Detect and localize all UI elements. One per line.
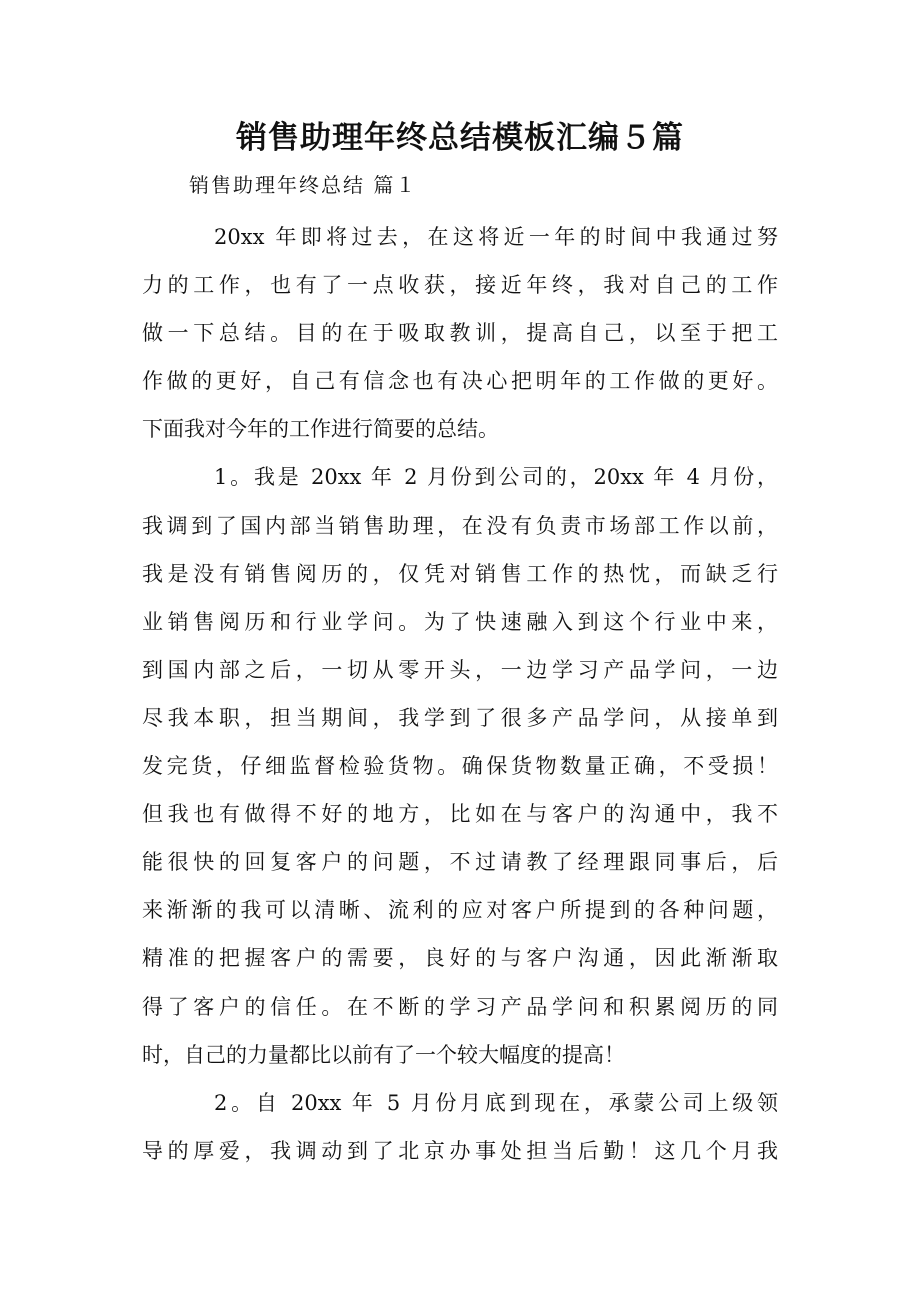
paragraph-line: 业销售阅历和行业学问。为了快速融入到这个行业中来，: [142, 609, 778, 634]
paragraph-line: 得了客户的信任。在不断的学习产品学问和积累阅历的同: [142, 994, 778, 1019]
document-title: 销售助理年终总结模板汇编５篇: [236, 120, 684, 156]
paragraph-line: 1。我是 20xx 年 2 月份到公司的，20xx 年 4 月份，: [214, 465, 778, 490]
paragraph-line: 作做的更好，自己有信念也有决心把明年的工作做的更好。: [142, 369, 778, 394]
paragraph-line: 来渐渐的我可以清晰、流利的应对客户所提到的各种问题，: [142, 898, 778, 923]
paragraph-line: 力的工作，也有了一点收获，接近年终，我对自己的工作: [142, 273, 778, 298]
paragraph-line: 我调到了国内部当销售助理，在没有负责市场部工作以前，: [142, 513, 778, 538]
paragraph-line: 尽我本职，担当期间，我学到了很多产品学问，从接单到: [142, 705, 778, 730]
section-heading: 销售助理年终总结 篇１: [189, 173, 418, 197]
paragraph-line: 精准的把握客户的需要，良好的与客户沟通，因此渐渐取: [142, 946, 778, 971]
paragraph-line: 下面我对今年的工作进行简要的总结。: [142, 417, 499, 442]
paragraph-line: 能很快的回复客户的问题，不过请教了经理跟同事后，后: [142, 850, 778, 875]
paragraph-line: 我是没有销售阅历的，仅凭对销售工作的热忱，而缺乏行: [142, 561, 778, 586]
paragraph-line: 发完货，仔细监督检验货物。确保货物数量正确，不受损！: [142, 754, 778, 779]
body-text: [142, 213, 778, 1175]
paragraph-line: 但我也有做得不好的地方，比如在与客户的沟通中，我不: [142, 802, 778, 827]
paragraph-line: 做一下总结。目的在于吸取教训，提高自己，以至于把工: [142, 321, 778, 346]
paragraph-line: 导的厚爱，我调动到了北京办事处担当后勤！这几个月我: [142, 1138, 778, 1163]
paragraph-line: 到国内部之后，一切从零开头，一边学习产品学问，一边: [142, 657, 778, 682]
paragraph-line: 2。自 20xx 年 5 月份月底到现在，承蒙公司上级领: [214, 1090, 778, 1115]
paragraph-line: 时，自己的力量都比以前有了一个较大幅度的提高！: [142, 1042, 625, 1067]
paragraph-line: 20xx 年即将过去，在这将近一年的时间中我通过努: [214, 225, 778, 249]
